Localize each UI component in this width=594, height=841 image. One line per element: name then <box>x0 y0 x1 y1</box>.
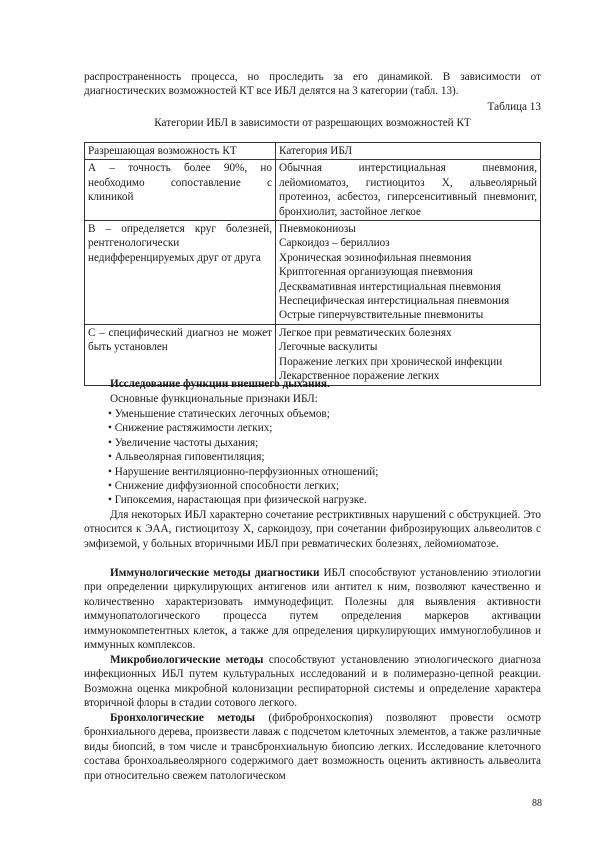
table-cell <box>276 160 541 221</box>
list-item: • Альвеолярная гиповентиляция; <box>108 451 265 464</box>
intro-paragraph: распространенность процесса, но проследить за его динамикой. В зависимости от диагностических возможностей КТ все ИБЛ делятся на 3 категории (табл. 13). <box>84 71 541 98</box>
table-cell-line: Острые гиперчувствительные пневмониты <box>279 309 484 322</box>
table-header-cell: Разрешающая возможность КТ <box>85 143 276 160</box>
list-item: • Увеличение частоты дыхания; <box>108 436 259 449</box>
table-cell-line: Хроническая эозинофильная пневмония <box>279 251 472 264</box>
list-item: • Уменьшение статических легочных объемов; <box>108 408 330 420</box>
table-label: Таблица 13 <box>487 101 541 113</box>
table-cell <box>276 221 541 325</box>
table-cell-text: Обычная интерстициальная пневмония, лейомиоматоз, гистиоцитоз Х, альвеолярный протеиноз, асбестоз, гиперсенситивный пневмонит, бронхиолит, застойное легкое <box>279 162 537 218</box>
immuno-text: ИБЛ способствуют установлению этиологии при определении циркулирующих антигенов или антител к ним, позволяют качественно и количественно характеризовать иммунодефицит. Полезны для выявления активности иммунопатологического процесса путем определения маркеров активации иммунокомпетентных клеток, а также для определения циркулирующих иммуноглобулинов и иммунных комплексов. <box>84 567 541 652</box>
broncho-text: (фибробронхоскопия) позволяют провести осмотр бронхиального дерева, произвести лаваж с подсчетом клеточных элементов, а также различные виды биопсий, в том числе и трансбронхиальную биопсию легких. Исследование клеточного состава бронхоальвеолярного содержимого дает возможность оценить активность альвеолита при относительно свежем патологическом <box>84 712 541 782</box>
restrictive-paragraph: Для некоторых ИБЛ характерно сочетание рестриктивных нарушений с обструкцией. Это относится к ЭАА, гистиоцитозу Х, саркоидозу, при сочетании фиброзирующих альвеолитов с эмфиземой, у больных вторичными ИБЛ при ревматических болезнях, лейомиоматозе. <box>84 509 541 550</box>
section-heading: Исследование функции внешнего дыхания. <box>110 378 330 390</box>
table-cell-line: Пневмокониозы <box>279 223 356 236</box>
table-cell-line: Лекарственное поражение легких <box>279 370 440 383</box>
section-subheading: Основные функциональные признаки ИБЛ: <box>110 393 318 405</box>
bullet-list <box>84 407 541 508</box>
list-item: • Снижение растяжимости легких; <box>108 422 273 435</box>
immuno-heading: Иммунологические методы диагностики <box>110 567 320 579</box>
list-item: • Снижение диффузионной способности легких; <box>108 480 340 493</box>
section-heading-wrap <box>84 377 541 391</box>
micro-heading: Микробиологические методы <box>110 654 264 666</box>
table-cell-line: Криптогенная организующая пневмония <box>279 266 473 279</box>
micro-text: способствуют установлению этиологического диагноза инфекционных ИБЛ путем культуральных исследований и в полимеразно-цепной реакции. Возможна оценка микробной колонизации респираторной системы и определение характера вторичной флоры в стадии сотового легкого. <box>84 654 542 710</box>
table-row <box>85 324 541 385</box>
table-title: Категории ИБЛ в зависимости от разрешающих возможностей КТ <box>154 117 471 129</box>
table-cell <box>276 324 541 385</box>
table-row <box>85 160 541 221</box>
table-cell-line: Саркоидоз – бериллиоз <box>279 237 390 250</box>
broncho-heading: Бронхологические методы <box>110 712 256 724</box>
table-cell-line: Легкое при ревматических болезнях <box>279 326 452 339</box>
table-cell: С – специфический диагноз не может быть установлен <box>85 324 276 385</box>
table-cell-line: Неспецифическая интерстициальная пневмония <box>279 295 510 308</box>
table-cell: В – определяется круг болезней, рентгенологически недифференцируемых друг от друга <box>85 221 276 325</box>
table-header-cell: Категория ИБЛ <box>276 143 541 160</box>
immuno-paragraph <box>84 566 541 652</box>
table-cell: А – точность более 90%, но необходимо сопоставление с клиникой <box>85 160 276 221</box>
table-cell-line: Десквамативная интерстициальная пневмония <box>279 280 501 293</box>
page-number: 88 <box>532 798 542 809</box>
table-header-row <box>85 143 541 160</box>
table-row <box>85 221 541 325</box>
ibl-categories-table <box>84 142 541 386</box>
list-item: • Нарушение вентиляционно-перфузионных отношений; <box>108 465 379 478</box>
list-item: • Гипоксемия, нарастающая при физической нагрузке. <box>108 494 367 507</box>
table-cell-line: Поражение легких при хронической инфекции <box>279 355 503 368</box>
micro-paragraph <box>84 653 541 711</box>
table-cell-line: Легочные васкулиты <box>279 341 378 354</box>
broncho-paragraph <box>84 711 541 783</box>
